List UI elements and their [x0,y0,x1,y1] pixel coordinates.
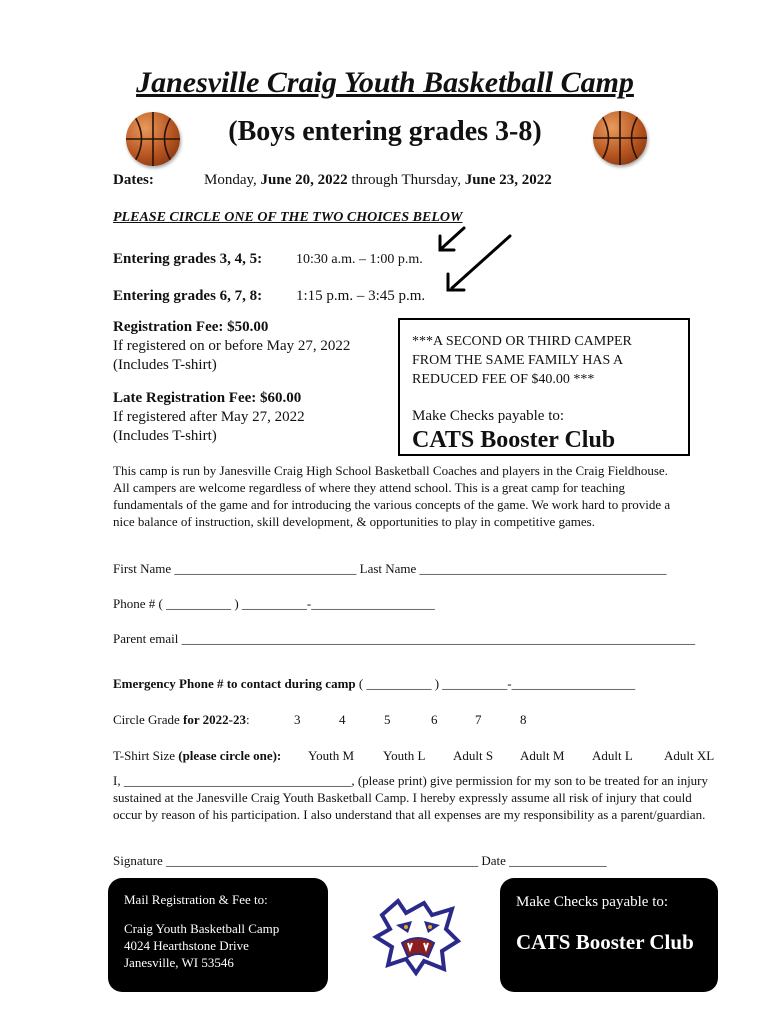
notice-line: FROM THE SAME FAMILY HAS A [412,353,624,368]
grade-year: for 2022-23 [183,712,246,727]
grade-option[interactable]: 8 [520,712,527,727]
checks-label: Make Checks payable to: [412,408,565,424]
grade-label: Circle Grade [113,712,180,727]
regular-fee-deadline: If registered on or before May 27, 2022 [113,338,351,354]
circle-instruction: PLEASE CIRCLE ONE OF THE TWO CHOICES BELOW [113,210,463,225]
payee-name: CATS Booster Club [412,427,616,453]
checks-label: Make Checks payable to: [516,894,669,910]
regular-fee-note: (Includes T-shirt) [113,357,217,373]
address-line: Janesville, WI 53546 [124,955,234,970]
session-time: 10:30 a.m. – 1:00 p.m. [296,252,423,267]
shirt-size-option[interactable]: Youth M [308,748,355,763]
cougar-mascot-icon [372,895,464,977]
shirt-size-option[interactable]: Adult XL [664,748,715,763]
address-line: Craig Youth Basketball Camp [124,921,280,936]
start-date: June 20, 2022 [260,172,348,188]
dates-value [204,172,552,189]
session-time: 1:15 p.m. – 3:45 p.m. [296,288,426,304]
mail-title: Mail Registration & Fee to: [124,892,268,907]
notice-line: ***A SECOND OR THIRD CAMPER [412,334,632,349]
payment-box [500,878,718,992]
grade-option[interactable]: 3 [294,712,301,727]
grade-option[interactable]: 7 [475,712,482,727]
grade-colon: : [245,712,250,727]
shirt-size-option[interactable]: Adult S [453,748,494,763]
notice-line: REDUCED FEE OF $40.00 *** [412,372,595,387]
shirt-size-option[interactable]: Youth L [383,748,426,763]
dates-mid: through Thursday, [351,172,461,188]
shirt-size-option[interactable]: Adult L [592,748,633,763]
fees-section [113,318,350,446]
shirt-row [113,748,281,764]
shirt-label: T-Shirt Size [113,748,175,763]
signature-field[interactable]: Signature ________________________________________________ Date _______________ [113,853,607,868]
session-label: Entering grades 6, 7, 8: [113,288,263,304]
payee-name: CATS Booster Club [516,930,694,954]
camp-description: This camp is run by Janesville Craig High School Basketball Coaches and players in the Craig Fieldhouse. All campers are welcome regardless of where they attend school. This is a great camp for teaching fundamentals of the game and for introducing the various concepts of the game. We work hard to provide a nice balance of instruction, skill development, & opportunities to play in competitive games. [113,463,671,529]
emergency-phone-label: Emergency Phone # to contact during camp [113,676,356,691]
dates-label: Dates: [113,172,154,188]
basketball-icon [593,111,647,165]
phone-field[interactable]: Phone # ( __________ ) __________-___________________ [113,596,435,611]
discount-notice-box [398,318,690,456]
mailing-address-box [108,878,328,992]
late-fee-deadline: If registered after May 27, 2022 [113,409,305,425]
regular-fee-title: Registration Fee: $50.00 [113,319,269,335]
grade-option[interactable]: 5 [384,712,391,727]
dates-prefix: Monday, [204,172,257,188]
address-line: 4024 Hearthstone Drive [124,938,249,953]
grade-options [294,712,534,730]
late-fee-note: (Includes T-shirt) [113,428,217,444]
name-fields[interactable]: First Name ____________________________ Last Name ______________________________________ [113,561,667,576]
late-fee-title: Late Registration Fee: $60.00 [113,390,302,406]
grade-option[interactable]: 6 [431,712,438,727]
waiver-text[interactable]: I, ___________________________________, (please print) give permission for my son to be treated for an injury sustained at the Janesville Craig Youth Basketball Camp. I hereby expressly assume all risk of injury that could occur by reason of his participation. I also understand that all expenses are my responsibility as a parent/guardian. [113,773,709,822]
grade-row [113,712,250,728]
end-date: June 23, 2022 [464,172,552,188]
emergency-phone-blank[interactable]: ( __________ ) __________-___________________ [358,676,636,691]
emergency-phone-field[interactable] [113,676,635,692]
parent-email-field[interactable]: Parent email _______________________________________________________________________________ [113,631,696,646]
session-label: Entering grades 3, 4, 5: [113,251,263,267]
page-title: Janesville Craig Youth Basketball Camp [136,66,634,99]
page-subtitle: (Boys entering grades 3-8) [228,116,542,147]
arrow-icon [430,222,520,297]
shirt-options [308,748,718,766]
shirt-hint: (please circle one): [178,748,282,763]
grade-option[interactable]: 4 [339,712,346,727]
shirt-size-option[interactable]: Adult M [520,748,565,763]
